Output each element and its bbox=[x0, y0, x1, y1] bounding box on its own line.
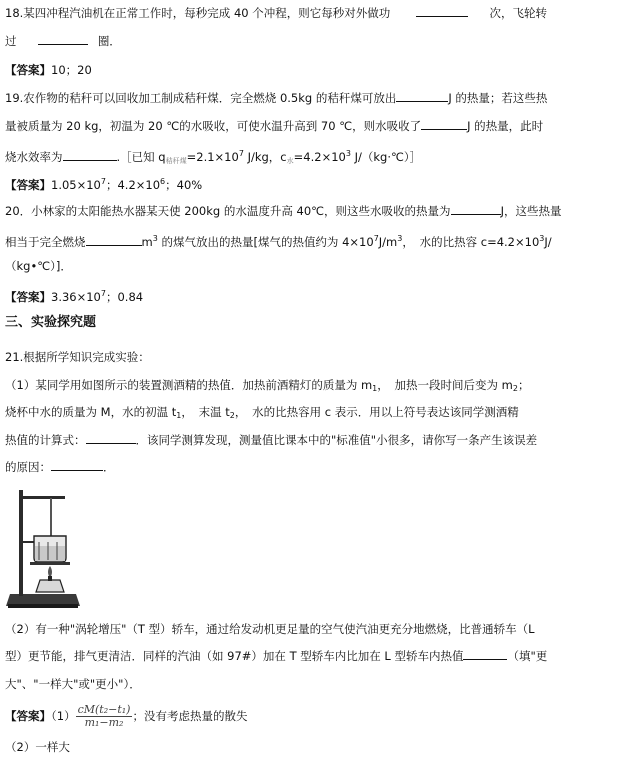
q18-text-c: 过 bbox=[5, 34, 17, 48]
q21-p2-line3 bbox=[5, 676, 141, 692]
q19-ans-a: 1.05×10 bbox=[51, 178, 101, 192]
q20-line2 bbox=[5, 231, 552, 250]
q21-sub-1: 1 bbox=[372, 384, 378, 393]
q18-line2 bbox=[5, 33, 121, 49]
q20-sup-3: 3 bbox=[397, 234, 403, 243]
answer-tag: 【答案】 bbox=[5, 290, 51, 304]
q19-text-i: =4.2×10 bbox=[293, 150, 346, 164]
q19-text-d: J 的热量，此时 bbox=[467, 119, 544, 133]
fraction-numerator: cM(t₂−t₁) bbox=[77, 703, 131, 716]
q21-title: 21.根据所学知识完成实验： bbox=[5, 350, 150, 364]
q20-ans-sup: 7 bbox=[100, 289, 106, 298]
fraction-denominator: m₁−m₂ bbox=[84, 716, 124, 729]
q21-blank-3 bbox=[463, 648, 507, 660]
q21-blank-1 bbox=[86, 432, 136, 444]
q21-text-m: （填"更 bbox=[507, 649, 548, 663]
q19-text-c: 量被质量为 20 kg，初温为 20 ℃的水吸收，可使水温升高到 70 ℃，则水吸收了 bbox=[5, 119, 422, 133]
q19-line1 bbox=[5, 90, 547, 106]
q20-ans-b: ；0.84 bbox=[105, 290, 144, 304]
q20-text-f: J/m bbox=[378, 235, 398, 249]
q21-text-b: ， 加热一段时间后变为 m bbox=[377, 378, 513, 392]
answer-tag: 【答案】 bbox=[5, 709, 51, 723]
q21-answer-p2: （2）一样大 bbox=[5, 740, 70, 754]
q21-text-h: ．该同学测算发现，测量值比课本中的"标准值"小很多，请你写一条产生该误差 bbox=[135, 433, 538, 447]
q21-text-a: （1）某同学用如图所示的装置测酒精的热值．加热前酒精灯的质量为 m bbox=[5, 378, 373, 392]
q20-line1 bbox=[5, 203, 561, 219]
q21-ans-part1-text: ；没有考虑热量的散失 bbox=[132, 709, 248, 723]
answer-text: 10；20 bbox=[51, 63, 92, 77]
q21-text-j: ． bbox=[103, 460, 115, 474]
q18-blank-1 bbox=[416, 5, 468, 17]
q18-text-b: 次，飞轮转 bbox=[489, 6, 548, 20]
q21-text-n: 大"、"一样大"或"更小"）． bbox=[5, 677, 141, 691]
q19-sub-q: 秸秆煤 bbox=[165, 157, 187, 165]
q20-text-e: 的煤气放出的热量[煤气的热值约为 4×10 bbox=[157, 235, 374, 249]
q20-sup-2: 7 bbox=[373, 234, 379, 243]
q18-line1 bbox=[5, 5, 547, 21]
q18-blank-2 bbox=[38, 33, 88, 45]
q21-sub-2: 2 bbox=[512, 384, 518, 393]
alcohol-lamp bbox=[36, 580, 64, 592]
q19-sup-2: 3 bbox=[345, 149, 351, 158]
q21-ans-fraction bbox=[76, 704, 133, 729]
q21-blank-2 bbox=[51, 459, 103, 471]
q20-text-h: J/ bbox=[544, 235, 552, 249]
q20-ans-a: 3.36×10 bbox=[51, 290, 101, 304]
q19-text-f: .［已知 q bbox=[116, 150, 166, 164]
q20-text-d: m bbox=[141, 235, 153, 249]
q20-blank-1 bbox=[451, 203, 501, 215]
q21-sub-4: 2 bbox=[229, 411, 235, 420]
q21-ans-part1-label: （1） bbox=[51, 709, 76, 723]
q19-text-g: =2.1×10 bbox=[186, 150, 239, 164]
q21-text-g: 热值的计算式： bbox=[5, 433, 86, 447]
q19-text-j: J/（kg·℃）］ bbox=[350, 150, 422, 164]
q20-text-a: 20．小林家的太阳能热水器某天使 200kg 的水温度升高 40℃，则这些水吸收的热量为 bbox=[5, 204, 451, 218]
q21-text-e: ， 末温 t bbox=[181, 405, 230, 419]
q19-text-a: 19.农作物的秸秆可以回收加工制成秸秆煤．完全燃烧 0.5kg 的秸秆煤可放出 bbox=[5, 91, 397, 105]
q20-sup-4: 3 bbox=[539, 234, 545, 243]
q20-blank-2 bbox=[86, 234, 142, 246]
q21-p1-line1 bbox=[5, 377, 529, 397]
q18-text-a: 18.某四冲程汽油机在正常工作时，每秒完成 40 个冲程，则它每秒对外做功 bbox=[5, 6, 391, 20]
q21-p2-line1 bbox=[5, 621, 534, 637]
q19-ans-c: ；40% bbox=[165, 178, 203, 192]
heating-apparatus-figure bbox=[4, 486, 82, 612]
q21-text-c: ； bbox=[517, 378, 530, 392]
q19-sup-1: 7 bbox=[238, 149, 244, 158]
q20-text-i: （kg•℃）]． bbox=[5, 259, 72, 273]
answer-tag: 【答案】 bbox=[5, 63, 51, 77]
clamp-arm bbox=[21, 496, 65, 499]
q19-text-b: J 的热量；若这些热 bbox=[448, 91, 548, 105]
q19-blank-2 bbox=[421, 118, 467, 130]
q20-text-g: ， 水的比热容 c=4.2×10 bbox=[402, 235, 540, 249]
q19-text-e: 烧水效率为 bbox=[5, 150, 63, 164]
answer-tag: 【答案】 bbox=[5, 178, 51, 192]
q21-text-i: 的原因： bbox=[5, 460, 51, 474]
q20-sup-1: 3 bbox=[152, 234, 158, 243]
q19-ans-b: ；4.2×10 bbox=[105, 178, 161, 192]
q19-answer bbox=[5, 174, 202, 193]
q21-answer bbox=[5, 702, 247, 730]
q20-line3 bbox=[5, 258, 72, 274]
q21-text-f: ， 水的比热容用 c 表示．用以上符号表达该同学测酒精 bbox=[234, 405, 519, 419]
lamp-wick bbox=[48, 576, 52, 581]
q21-p1-line4 bbox=[5, 459, 115, 475]
q19-sub-c: 水 bbox=[286, 157, 294, 165]
gauze bbox=[30, 562, 70, 565]
q19-blank-1 bbox=[396, 90, 448, 102]
q19-ans-sup-1: 7 bbox=[100, 177, 106, 186]
q21-text-k: （2）有一种"涡轮增压"（T 型）轿车，通过给发动机更足量的空气使汽油更充分地燃烧，比普通轿车（L bbox=[5, 622, 535, 636]
q19-ans-sup-2: 6 bbox=[160, 177, 166, 186]
q19-line2 bbox=[5, 118, 543, 134]
q20-text-b: J，这些热量 bbox=[500, 204, 562, 218]
q21-p1-line2 bbox=[5, 404, 519, 424]
q18-answer bbox=[5, 62, 92, 78]
q19-line3 bbox=[5, 146, 421, 169]
section-title: 三、实验探究题 bbox=[5, 315, 97, 330]
q20-text-c: 相当于完全燃烧 bbox=[5, 235, 86, 249]
apparatus-base-shadow bbox=[8, 604, 78, 608]
q21-p2-line2 bbox=[5, 648, 547, 664]
q21-text-d: 烧杯中水的质量为 M，水的初温 t bbox=[5, 405, 177, 419]
q21-sub-3: 1 bbox=[176, 411, 182, 420]
q20-answer bbox=[5, 286, 143, 305]
q19-text-h: J/kg，c bbox=[243, 150, 287, 164]
q19-blank-3 bbox=[63, 149, 117, 161]
q21-text-l: 型）更节能，排气更清洁．同样的汽油（如 97#）加在 T 型轿车内比加在 L 型轿车内热值 bbox=[5, 649, 464, 663]
q18-text-d: 圈． bbox=[97, 34, 121, 48]
q21-p1-line3 bbox=[5, 432, 537, 448]
